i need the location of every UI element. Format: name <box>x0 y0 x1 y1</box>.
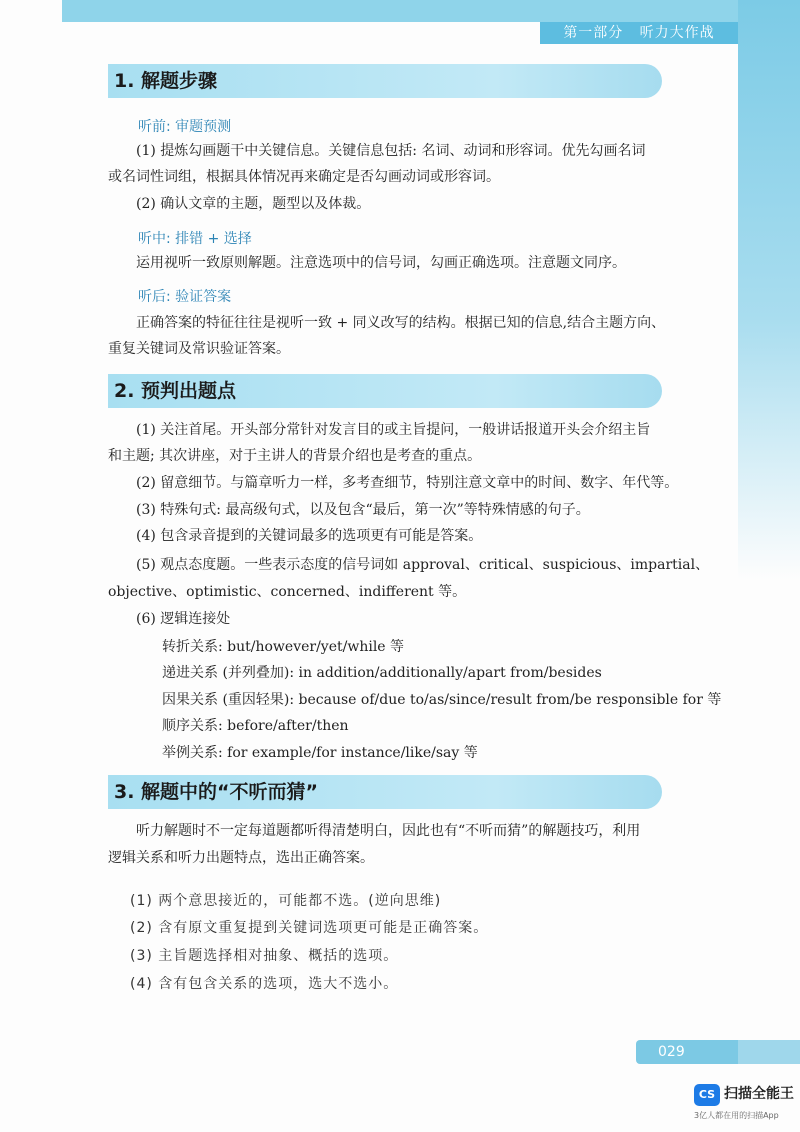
handwritten-tip-4: (4) 含有包含关系的选项，选大不选小。 <box>130 976 399 992</box>
right-decor-strip <box>738 0 800 580</box>
during-paragraph: 运用视听一致原则解题。注意选项中的信号词，勾画正确选项。注意题文同序。 <box>136 255 626 271</box>
section-3-intro-line-1: 听力解题时不一定每道题都听得清楚明白，因此也有“不听而猜”的解题技巧，利用 <box>136 823 641 839</box>
page-number: 029 <box>636 1040 738 1064</box>
section-3-intro-line-2: 逻辑关系和听力出题特点，选出正确答案。 <box>108 850 374 866</box>
point-1-line-1: (1) 关注首尾。开头部分常针对发言目的或主旨提问，一般讲话报道开头会介绍主旨 <box>136 422 651 438</box>
after-paragraph-line-1: 正确答案的特征往往是视听一致 + 同义改写的结构。根据已知的信息,结合主题方向、 <box>136 315 666 331</box>
after-paragraph-line-2: 重复关键词及常识验证答案。 <box>108 341 290 357</box>
point-3: (3) 特殊句式: 最高级句式，以及包含“最后，第一次”等特殊情感的句子。 <box>136 502 590 518</box>
handwritten-tip-2: (2) 含有原文重复提到关键词选项更可能是正确答案。 <box>130 920 489 936</box>
top-decor-band <box>62 0 738 22</box>
during-listening-label: 听中: 排错 + 选择 <box>138 231 252 247</box>
before-paragraph-1-line-2: 或名词性词组，根据具体情况再来确定是否勾画动词或形容词。 <box>108 169 500 185</box>
before-paragraph-1-line-1: (1) 提炼勾画题干中关键信息。关键信息包括: 名词、动词和形容词。优先勾画名词 <box>136 143 646 159</box>
chapter-title: 听力大作战 <box>639 25 715 41</box>
point-2: (2) 留意细节。与篇章听力一样，多考查细节，特别注意文章中的时间、数字、年代等。 <box>136 475 679 491</box>
chapter-header <box>540 22 738 44</box>
point-4: (4) 包含录音提到的关键词最多的选项更有可能是答案。 <box>136 528 483 544</box>
section-1-heading: 1. 解题步骤 <box>108 64 662 98</box>
section-2-heading: 2. 预判出题点 <box>108 374 662 408</box>
camscanner-logo-icon: CS <box>694 1084 720 1106</box>
point-6: (6) 逻辑连接处 <box>136 611 231 627</box>
relation-progression: 递进关系 (并列叠加): in addition/additionally/apart from/besides <box>162 665 602 681</box>
before-paragraph-2: (2) 确认文章的主题，题型以及体裁。 <box>136 196 371 212</box>
app-name: 扫描全能王 <box>724 1086 794 1102</box>
after-listening-label: 听后: 验证答案 <box>138 289 232 305</box>
section-3-heading: 3. 解题中的“不听而猜” <box>108 775 662 809</box>
point-5-line-1: (5) 观点态度题。一些表示态度的信号词如 approval、critical、suspicious、impartial、 <box>136 557 710 573</box>
relation-contrast: 转折关系: but/however/yet/while 等 <box>162 639 405 655</box>
before-listening-label: 听前: 审题预测 <box>138 119 232 135</box>
point-5-line-2: objective、optimistic、concerned、indifferent 等。 <box>108 584 467 600</box>
relation-cause-effect: 因果关系 (重因轻果): because of/due to/as/since/result from/be responsible for 等 <box>162 692 722 708</box>
page-number-strip <box>738 1040 800 1064</box>
point-1-line-2: 和主题; 其次讲座，对于主讲人的背景介绍也是考查的重点。 <box>108 448 482 464</box>
handwritten-tip-3: (3) 主旨题选择相对抽象、概括的选项。 <box>130 948 399 964</box>
app-tagline: 3亿人都在用的扫描App <box>694 1111 779 1120</box>
relation-sequence: 顺序关系: before/after/then <box>162 718 349 734</box>
handwritten-tip-1: (1) 两个意思接近的，可能都不选。(逆向思维) <box>130 893 442 909</box>
relation-example: 举例关系: for example/for instance/like/say 等 <box>162 745 478 761</box>
chapter-part: 第一部分 <box>563 25 624 41</box>
